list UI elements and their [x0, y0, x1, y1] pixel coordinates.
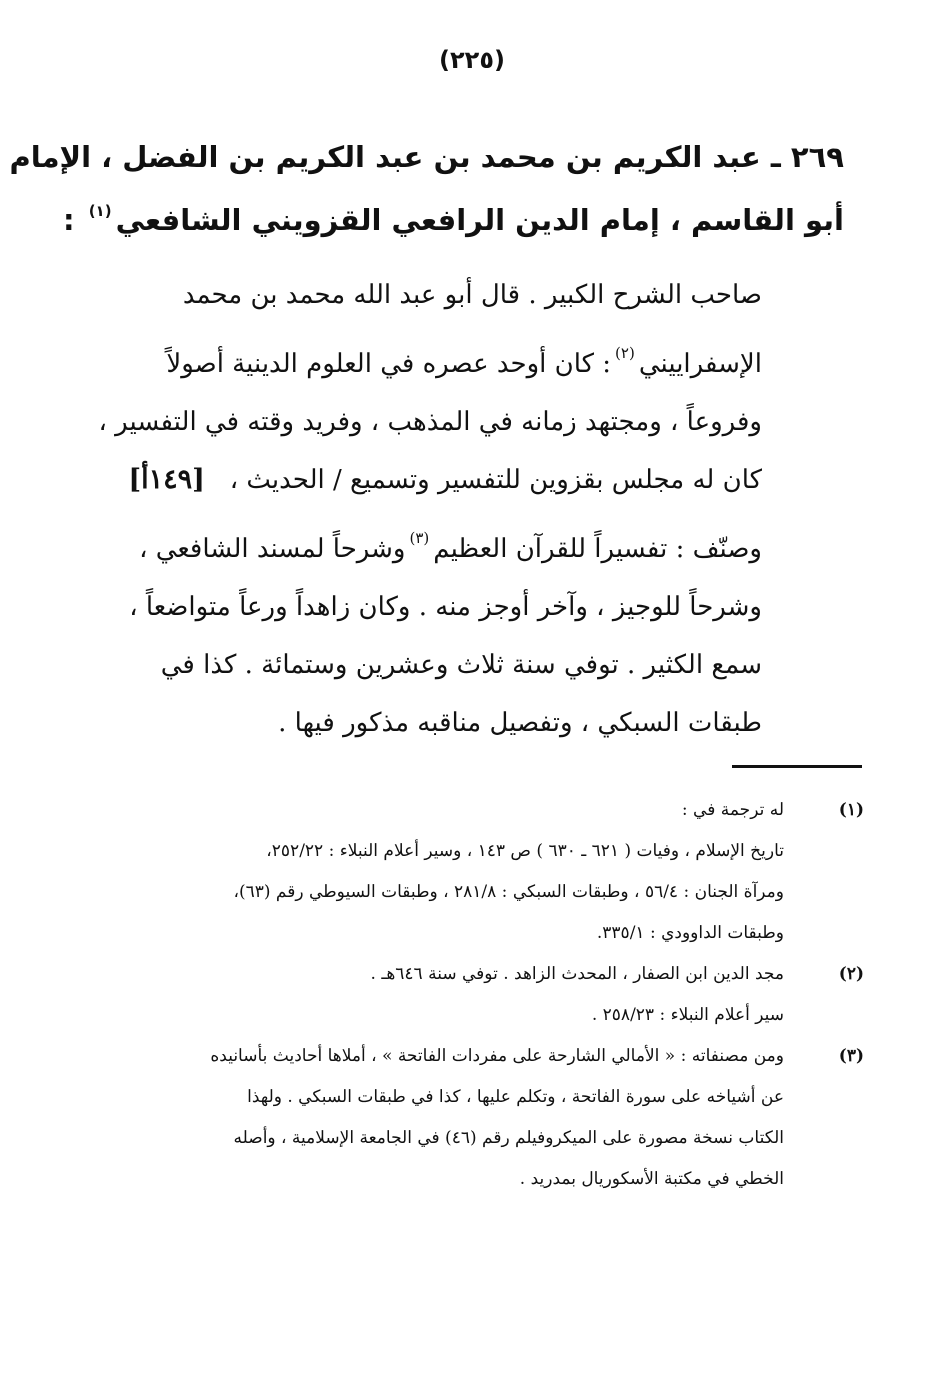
body-segment: : كان أوحد عصره في العلوم الدينية أصولاً	[166, 349, 612, 379]
entry-number: ٢٦٩	[790, 140, 844, 174]
body-line	[122, 324, 762, 393]
body-line: سمع الكثير . توفي سنة ثلاث وعشرين وستمائة . كذا في	[160, 650, 762, 680]
footnote-line: الخطي في مكتبة الأسكوريال بمدريد .	[519, 1169, 784, 1189]
body-segment: الإسفراييني	[638, 349, 762, 379]
body-segment: كان له مجلس بقزوين للتفسير وتسميع / الحديث ،	[229, 465, 762, 495]
footnote-line: مجد الدين ابن الصفار ، المحدث الزاهد . توفي سنة ٦٤٦هـ .	[370, 964, 784, 984]
footnote-text	[164, 790, 784, 954]
footnote-reference: (١)	[88, 202, 112, 220]
footnote-line: ومرآة الجنان : ٥٦/٤ ، وطبقات السبكي : ٢٨١/٨ ، وطبقات السيوطي رقم (٦٣)،	[233, 882, 784, 902]
footnote-text	[164, 1036, 784, 1200]
footnote-3	[164, 1036, 864, 1200]
heading-colon: :	[62, 203, 75, 237]
footnotes	[164, 790, 864, 1200]
footnote-line: عن أشياخه على سورة الفاتحة ، وتكلم عليها ، كذا في طبقات السبكي . ولهذا	[247, 1087, 784, 1107]
footnote-reference: (٣)	[409, 529, 430, 547]
body-line: وشرحاً للوجيز ، وآخر أوجز منه . وكان زاهداً ورعاً متواضعاً ،	[129, 592, 762, 622]
footnote-line: وطبقات الداوودي : ٣٣٥/١.	[596, 923, 784, 943]
footnote-line: سير أعلام النبلاء : ٢٥٨/٢٣ .	[591, 1005, 784, 1025]
heading-text-1: ـ عبد الكريم بن محمد بن عبد الكريم بن الفضل ، الإمام	[9, 140, 781, 174]
heading-text-2: أبو القاسم ، إمام الدين الرافعي القزويني الشافعي	[115, 203, 844, 237]
footnote-line: الكتاب نسخة مصورة على الميكروفيلم رقم (٤٦) في الجامعة الإسلامية ، وأصله	[233, 1128, 784, 1148]
body-line	[122, 509, 762, 578]
footnote-1	[164, 790, 864, 954]
entry-heading	[9, 130, 844, 247]
footnote-marker: (١)	[838, 800, 864, 820]
heading-line-2	[62, 184, 844, 247]
folio-marker: [١٤٩أ]	[128, 464, 205, 495]
body-line	[122, 451, 762, 509]
body-segment: وشرحاً لمسند الشافعي ،	[139, 534, 406, 564]
footnote-marker: (٢)	[838, 964, 864, 984]
footnote-marker: (٣)	[838, 1046, 864, 1066]
heading-line-1	[9, 130, 844, 184]
body-text	[98, 266, 762, 752]
footnote-line: له ترجمة في :	[681, 800, 784, 820]
footnote-separator	[732, 765, 862, 768]
footnote-line: تاريخ الإسلام ، وفيات ( ٦٢١ ـ ٦٣٠ ) ص ١٤٣ ، وسير أعلام النبلاء : ٢٥٢/٢٢،	[266, 841, 784, 861]
footnote-2	[164, 954, 864, 1036]
footnote-line: ومن مصنفاته : « الأمالي الشارحة على مفردات الفاتحة » ، أملاها أحاديث بأسانيده	[210, 1046, 784, 1066]
body-line: صاحب الشرح الكبير . قال أبو عبد الله محمد بن محمد	[182, 280, 762, 310]
footnote-reference: (٢)	[615, 344, 635, 362]
body-segment: وصنّف : تفسيراً للقرآن العظيم	[433, 534, 762, 564]
body-line: طبقات السبكي ، وتفصيل مناقبه مذكور فيها .	[278, 708, 762, 738]
body-line: وفروعاً ، ومجتهد زمانه في المذهب ، وفريد وقته في التفسير ،	[98, 407, 762, 437]
footnote-text	[164, 954, 784, 1036]
page-number: (٢٢٥)	[439, 46, 505, 74]
